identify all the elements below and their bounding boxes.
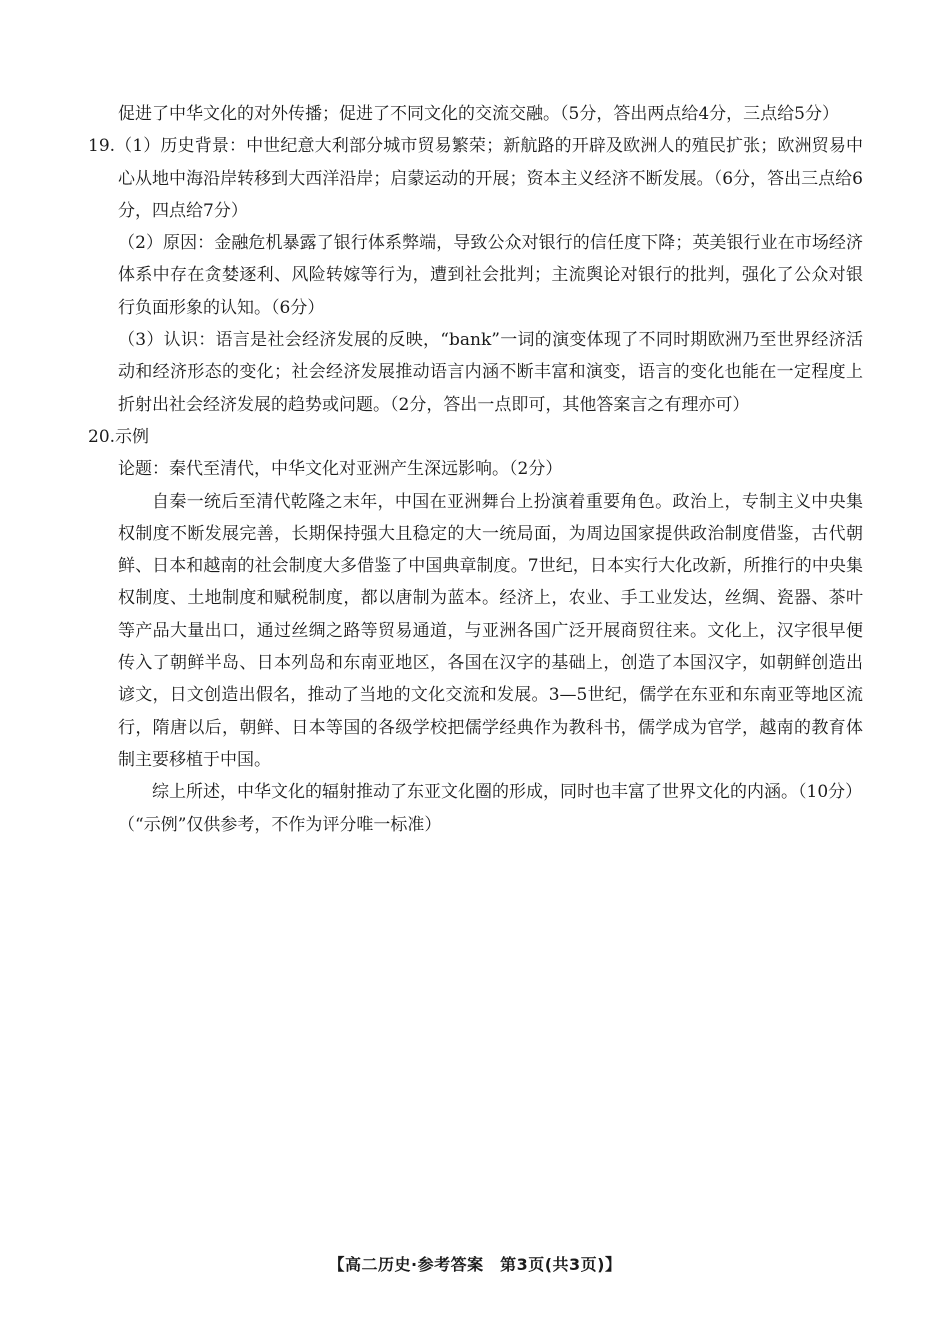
question-20-conclusion: 综上所述，中华文化的辐射推动了东亚文化圈的形成，同时也丰富了世界文化的内涵。（10分）	[152, 782, 863, 803]
question-19-part-1-text: （1）历史背景：中世纪意大利部分城市贸易繁荣；新航路的开辟及欧洲人的殖民扩张；欧洲贸易中心从地中海沿岸转移到大西洋沿岸；启蒙运动的开展；资本主义经济不断发展。（6分，答出三点给6分，四点给7分）	[115, 136, 863, 221]
question-20-number: 20.	[88, 426, 116, 447]
question-19-number: 19.	[88, 136, 116, 157]
previous-answer-continuation: 促进了中华文化的对外传播；促进了不同文化的交流交融。（5分，答出两点给4分，三点给5分）	[118, 104, 839, 124]
question-20-note: （“示例”仅供参考，不作为评分唯一标准）	[118, 814, 442, 835]
question-20-thesis: 论题：秦代至清代，中华文化对亚洲产生深远影响。（2分）	[118, 459, 563, 480]
question-20-body: 自秦一统后至清代乾隆之末年，中国在亚洲舞台上扮演着重要角色。政治上，专制主义中央集权制度不断发展完善，长期保持强大且稳定的大一统局面，为周边国家提供政治制度借鉴，古代朝鲜、日本和越南的社会制度大多借鉴了中国典章制度。7世纪，日本实行大化改新，所推行的中央集权制度、土地制度和赋税制度，都以唐制为蓝本。经济上，农业、手工业发达，丝绸、瓷器、茶叶等产品大量出口，通过丝绸之路等贸易通道，与亚洲各国广泛开展商贸往来。文化上，汉字很早便传入了朝鲜半岛、日本列岛和东南亚地区，各国在汉字的基础上，创造了本国汉字，如朝鲜创造出谚文，日文创造出假名，推动了当地的文化交流和发展。3—5世纪，儒学在东亚和东南亚等地区流行，隋唐以后，朝鲜、日本等国的各级学校把儒学经典作为教科书，儒学成为官学，越南的教育体制主要移植于中国。	[118, 491, 863, 770]
question-19-part-1	[88, 130, 863, 227]
question-20	[88, 421, 863, 841]
question-19	[88, 130, 863, 421]
answer-content	[88, 98, 863, 841]
question-19-part-3: （3）认识：语言是社会经济发展的反映，“bank”一词的演变体现了不同时期欧洲乃至世界经济活动和经济形态的变化；社会经济发展推动语言内涵不断丰富和演变，语言的变化也能在一定程度上折射出社会经济发展的趋势或问题。（2分，答出一点即可，其他答案言之有理亦可）	[118, 330, 863, 415]
page-footer: 【高二历史·参考答案 第3页(共3页)】	[328, 1255, 622, 1274]
question-19-part-2: （2）原因：金融危机暴露了银行体系弊端，导致公众对银行的信任度下降；英美银行业在市场经济体系中存在贪婪逐利、风险转嫁等行为，遭到社会批判；主流舆论对银行的批判，强化了公众对银行负面形象的认知。（6分）	[118, 233, 863, 318]
question-20-header	[88, 421, 863, 453]
question-20-title: 示例	[115, 426, 150, 447]
